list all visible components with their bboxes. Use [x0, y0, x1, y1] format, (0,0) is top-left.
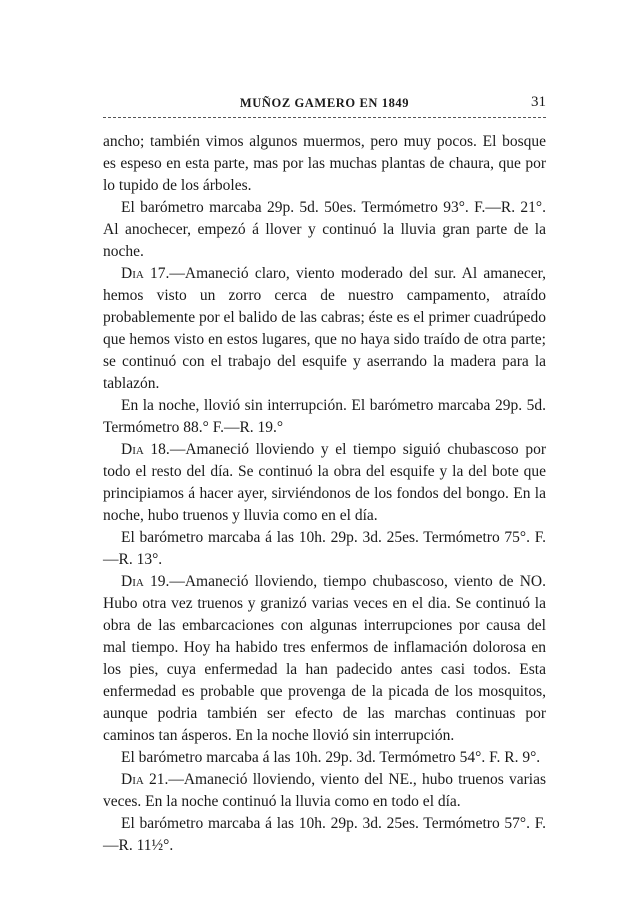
page-number: 31	[531, 94, 546, 110]
day-label: Dia 19.	[121, 573, 170, 590]
paragraph-text: ancho; también vimos algunos muermos, pero muy pocos. El bosque es espeso en esta parte, mas por las muchas plantas de chaura, que por lo tupido de los árboles.	[103, 133, 546, 194]
page-header	[103, 96, 546, 116]
paragraph	[103, 571, 546, 747]
paragraph	[103, 395, 546, 439]
paragraph	[103, 769, 546, 813]
body-text	[103, 131, 546, 857]
paragraph	[103, 263, 546, 395]
paragraph-text: En la noche, llovió sin interrupción. El barómetro marcaba 29p. 5d. Termómetro 88.° F.—R. 19.°	[103, 397, 546, 436]
running-title: MUÑOZ GAMERO EN 1849	[239, 96, 410, 110]
paragraph	[103, 439, 546, 527]
paragraph-text: —Amaneció claro, viento moderado del sur. Al amanecer, hemos visto un zorro cerca de nuestro campamento, atraído probablemente por el balido de las cabras; éste es el primer cuadrúpedo que hemos visto en estos lugares, que no haya sido traído de otra parte; se continuó con el trabajo del esquife y aserrando la madera para la tablazón.	[103, 265, 546, 392]
day-label: Dia 21.	[121, 771, 169, 788]
day-label: Dia 18.	[121, 441, 170, 458]
paragraph	[103, 813, 546, 857]
paragraph-text: El barómetro marcaba 29p. 5d. 50es. Termómetro 93°. F.—R. 21°. Al anochecer, empezó á llover y continuó la lluvia gran parte de la noche.	[103, 199, 546, 260]
paragraph	[103, 131, 546, 197]
paragraph-text: El barómetro marcaba á las 10h. 29p. 3d. 25es. Termómetro 75°. F.—R. 13°.	[103, 529, 546, 568]
paragraph-text: —Amaneció lloviendo, tiempo chubascoso, viento de NO. Hubo otra vez truenos y granizó varias veces en el dia. Se continuó la obra de las embarcaciones con algunas interrupciones por causa del mal tiempo. Hoy ha habido tres enfermos de inflamación dolorosa en los pies, cuya enfermedad la han padecido antes casi todos. Esta enfermedad es probable que provenga de la picada de los mosquitos, aunque podria también ser efecto de las marchas continuas por caminos tan ásperos. En la noche llovió sin interrupción.	[103, 573, 546, 744]
paragraph	[103, 527, 546, 571]
paragraph-text: El barómetro marcaba á las 10h. 29p. 3d. Termómetro 54°. F. R. 9°.	[121, 749, 541, 766]
paragraph	[103, 747, 546, 769]
paragraph-text: El barómetro marcaba á las 10h. 29p. 3d. 25es. Termómetro 57°. F.—R. 11½°.	[103, 815, 546, 854]
paragraph-text: —Amaneció lloviendo y el tiempo siguió chubascoso por todo el resto del día. Se continuó la obra del esquife y la del bote que principiamos á hacer ayer, sirviéndonos de los fondos del bongo. En la noche, hubo truenos y lluvia como en el día.	[103, 441, 546, 524]
paragraph	[103, 197, 546, 263]
paragraph-text: —Amaneció lloviendo, viento del NE., hubo truenos varias veces. En la noche continuó la lluvia como en todo el día.	[103, 771, 546, 810]
day-label: Dia 17.	[121, 265, 170, 282]
header-rule	[103, 117, 546, 122]
